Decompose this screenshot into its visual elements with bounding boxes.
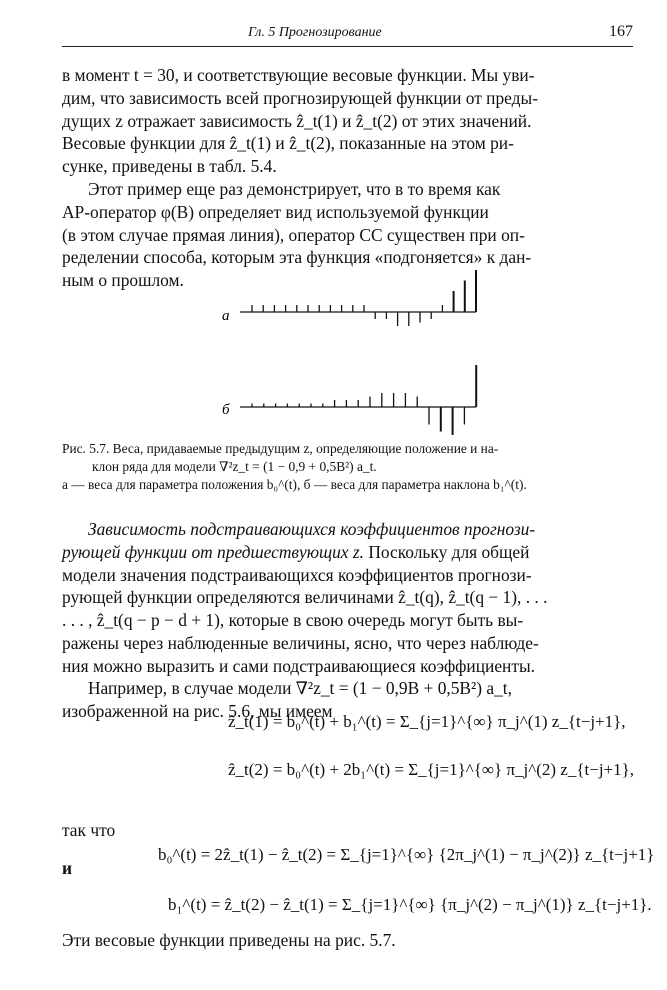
connector-text: и bbox=[62, 858, 73, 878]
paragraph-1 bbox=[62, 64, 633, 178]
caption-line: клон ряда для модели ∇²z_t = (1 − 0,9 + 0,5B²) a_t. bbox=[92, 459, 377, 474]
figure-label-b: б bbox=[222, 402, 230, 418]
text-line: дущих z отражает зависимость ẑ_t(1) и ẑ_t(2) от этих значений. bbox=[62, 110, 532, 131]
text-line: модели значения подстраивающихся коэффициентов прогнози- bbox=[62, 564, 532, 585]
text-line: в момент t = 30, и соответствующие весовые функции. Мы уви- bbox=[62, 65, 535, 85]
text-line: ределении способа, которым эта функция «подгоняется» к дан- bbox=[62, 247, 532, 268]
connector-text: так что bbox=[62, 820, 116, 840]
text-line: ным о прошлом. bbox=[62, 270, 184, 291]
text-line: (в этом случае прямая линия), оператор СС существен при оп- bbox=[62, 224, 525, 245]
figure-label-a: а bbox=[222, 308, 230, 324]
equation-4: b₁^(t) = ẑ_t(2) − ẑ_t(1) = Σ_{j=1}^{∞} {π_j^(2) − π_j^(1)} z_{t−j+1}. bbox=[168, 895, 652, 914]
weights-series-a bbox=[240, 270, 476, 326]
weights-figure bbox=[200, 262, 490, 437]
text-line: изображенной на рис. 5.6, мы имеем bbox=[62, 700, 333, 721]
closing-line: Эти весовые функции приведены на рис. 5.7. bbox=[62, 930, 396, 950]
section-heading-end: рующей функции от предшествующих z. bbox=[62, 541, 364, 562]
text-line: АР-оператор φ(B) определяет вид используемой функции bbox=[62, 201, 489, 222]
text-line: Весовые функции для ẑ_t(1) и ẑ_t(2), показанные на этом ри- bbox=[62, 133, 514, 154]
text-line: ражены через наблюденные величины, ясно, что через наблюде- bbox=[62, 632, 539, 653]
text-fragment: Поскольку для общей bbox=[363, 541, 530, 562]
text-line: сунке, приведены в табл. 5.4. bbox=[62, 156, 277, 177]
text-line: . . . , ẑ_t(q − p − d + 1), которые в свою очередь могут быть вы- bbox=[62, 610, 524, 631]
text-line: Этот пример еще раз демонстрирует, что в то время как bbox=[88, 179, 501, 199]
text-line: рующей функции определяются величинами ẑ_t(q), ẑ_t(q − 1), . . . bbox=[62, 587, 548, 608]
equation-3: b₀^(t) = 2ẑ_t(1) − ẑ_t(2) = Σ_{j=1}^{∞} {2π_j^(1) − π_j^(2)} z_{t−j+1} bbox=[158, 845, 655, 864]
equation-1: ẑ_t(1) = b₀^(t) + b₁^(t) = Σ_{j=1}^{∞} π_j^(1) z_{t−j+1}, bbox=[228, 712, 626, 731]
text-line: Например, в случае модели ∇²z_t = (1 − 0,9B + 0,5B²) a_t, bbox=[88, 678, 512, 698]
caption-legend: а — веса для параметра положения b₀^(t), б — веса для параметра наклона b₁^(t). bbox=[62, 477, 527, 492]
section-heading-line: Зависимость подстраивающихся коэффициентов прогнози- bbox=[88, 519, 536, 539]
page-number: 167 bbox=[609, 23, 633, 40]
chapter-title: Гл. 5 Прогнозирование bbox=[248, 25, 382, 40]
text-line: дим, что зависимость всей прогнозирующей функции от преды- bbox=[62, 87, 539, 108]
caption-line: Рис. 5.7. Веса, придаваемые предыдущим z, определяющие положение и на- bbox=[62, 441, 499, 456]
text-line bbox=[62, 541, 633, 564]
equation-2: ẑ_t(2) = b₀^(t) + 2b₁^(t) = Σ_{j=1}^{∞} π_j^(2) z_{t−j+1}, bbox=[228, 760, 635, 779]
running-header bbox=[62, 22, 633, 47]
text-line: ния можно выразить и сами подстраивающиеся коэффициенты. bbox=[62, 655, 535, 676]
paragraph-3 bbox=[62, 518, 633, 678]
figure-caption bbox=[62, 440, 633, 494]
weights-series-b bbox=[240, 365, 476, 435]
